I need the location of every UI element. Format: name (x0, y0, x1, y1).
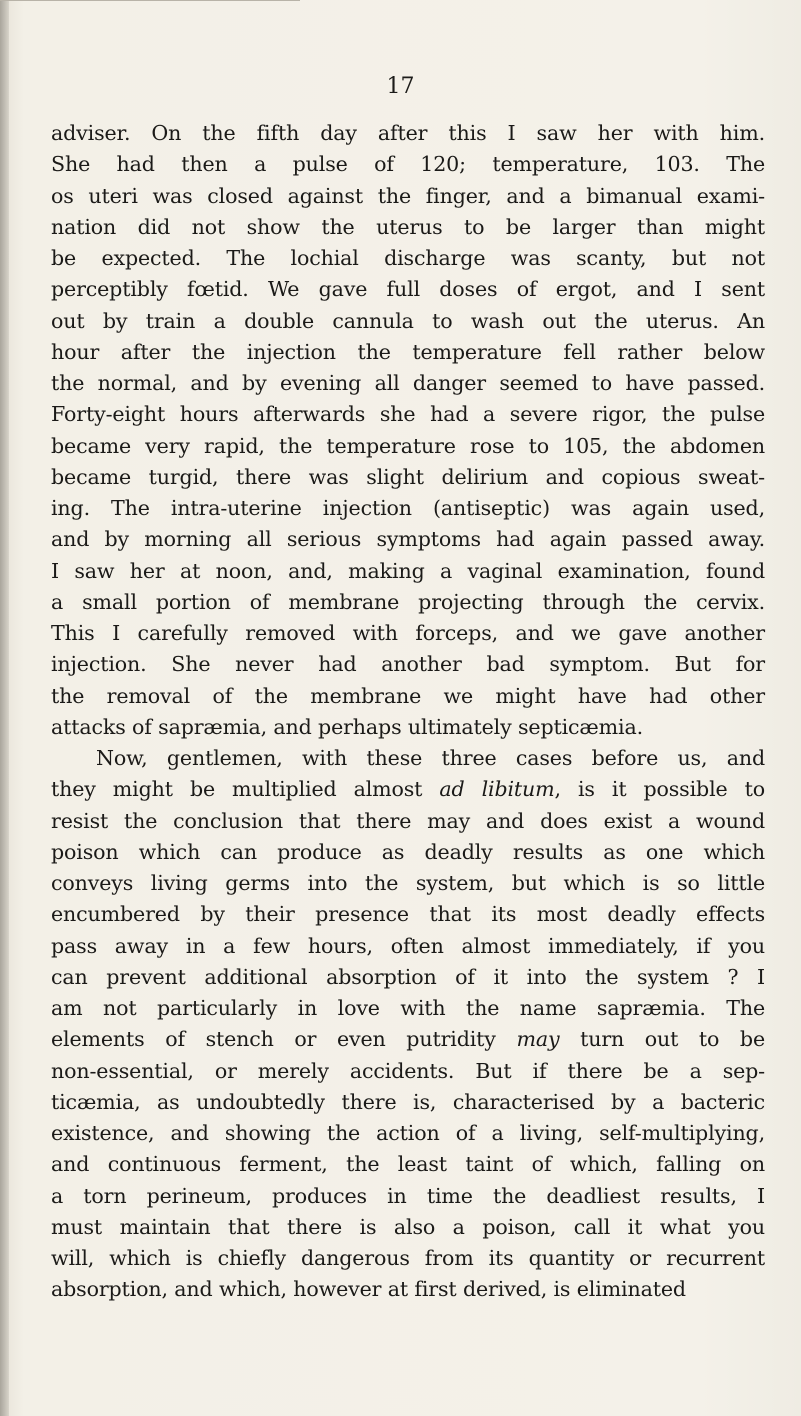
text-line: injection. She never had another bad symptom. But for (51, 652, 765, 677)
text-line: hour after the injection the temperature fell rather below (51, 339, 765, 364)
paragraph-start-line: Now, gentlemen, with these three cases before us, and (96, 746, 765, 770)
page-binding-edge (0, 0, 9, 1416)
line-segment: , is it possible to (554, 777, 765, 802)
line-segment: they might be multiplied almost (51, 777, 440, 802)
text-line: Forty-eight hours afterwards she had a severe rigor, the pulse (51, 402, 765, 427)
text-line: became very rapid, the temperature rose to 105, the abdomen (51, 433, 765, 458)
text-line: ticæmia, as undoubtedly there is, characterised by a bacteric (51, 1089, 765, 1114)
paragraph-end-line: attacks of sapræmia, and perhaps ultimately septicæmia. (51, 714, 643, 739)
italic-word: may (516, 1027, 560, 1052)
text-line-with-italic (51, 774, 765, 805)
text-line: pass away in a few hours, often almost immediately, if you (51, 933, 765, 958)
page-number: 17 (386, 74, 415, 99)
text-line: perceptibly fœtid. We gave full doses of ergot, and I sent (51, 277, 765, 302)
text-line: os uteri was closed against the finger, and a bimanual exami- (51, 183, 765, 208)
line-segment: elements of stench or even putridity (51, 1027, 517, 1052)
text-line: poison which can produce as deadly results as one which (51, 839, 765, 864)
text-line: the removal of the membrane we might have had other (51, 683, 765, 708)
text-line: ing. The intra-uterine injection (antiseptic) was again used, (51, 496, 765, 520)
text-line: resist the conclusion that there may and does exist a wound (51, 808, 765, 833)
text-line: out by train a double cannula to wash out the uterus. An (51, 308, 765, 333)
text-line: I saw her at noon, and, making a vaginal examination, found (51, 558, 765, 583)
italic-phrase: ad libitum (439, 777, 555, 802)
text-line: must maintain that there is also a poison, call it what you (51, 1214, 765, 1239)
text-line: be expected. The lochial discharge was scanty, but not (51, 246, 765, 270)
text-line: and by morning all serious symptoms had again passed away. (51, 527, 765, 552)
text-line: and continuous ferment, the least taint of which, falling on (51, 1152, 765, 1177)
text-line: the normal, and by evening all danger seemed to have passed. (51, 371, 765, 395)
text-line: adviser. On the fifth day after this I saw her with him. (51, 121, 765, 145)
text-line: can prevent additional absorption of it into the system ? I (51, 964, 765, 989)
text-line: will, which is chiefly dangerous from its quantity or recurrent (51, 1246, 765, 1270)
text-line: existence, and showing the action of a living, self-multiplying, (51, 1121, 765, 1145)
text-line: She had then a pulse of 120; temperature, 103. The (51, 152, 765, 177)
text-line: non-essential, or merely accidents. But if there be a sep- (51, 1058, 765, 1083)
text-line: This I carefully removed with forceps, and we gave another (51, 621, 765, 645)
text-line: absorption, and which, however at first derived, is eliminated (51, 1277, 686, 1302)
page-top-edge (0, 0, 300, 5)
text-line: encumbered by their presence that its most deadly effects (51, 902, 765, 927)
text-line: a small portion of membrane projecting through the cervix. (51, 589, 765, 614)
text-line: conveys living germs into the system, but which is so little (51, 871, 765, 895)
line-segment: turn out to be (559, 1027, 765, 1052)
text-line: am not particularly in love with the name sapræmia. The (51, 996, 765, 1020)
text-line: nation did not show the uterus to be larger than might (51, 214, 765, 239)
body-text (51, 118, 765, 1306)
text-line: became turgid, there was slight delirium and copious sweat- (51, 464, 765, 489)
text-line-with-italic (51, 1024, 765, 1055)
text-line: a torn perineum, produces in time the deadliest results, I (51, 1183, 765, 1208)
